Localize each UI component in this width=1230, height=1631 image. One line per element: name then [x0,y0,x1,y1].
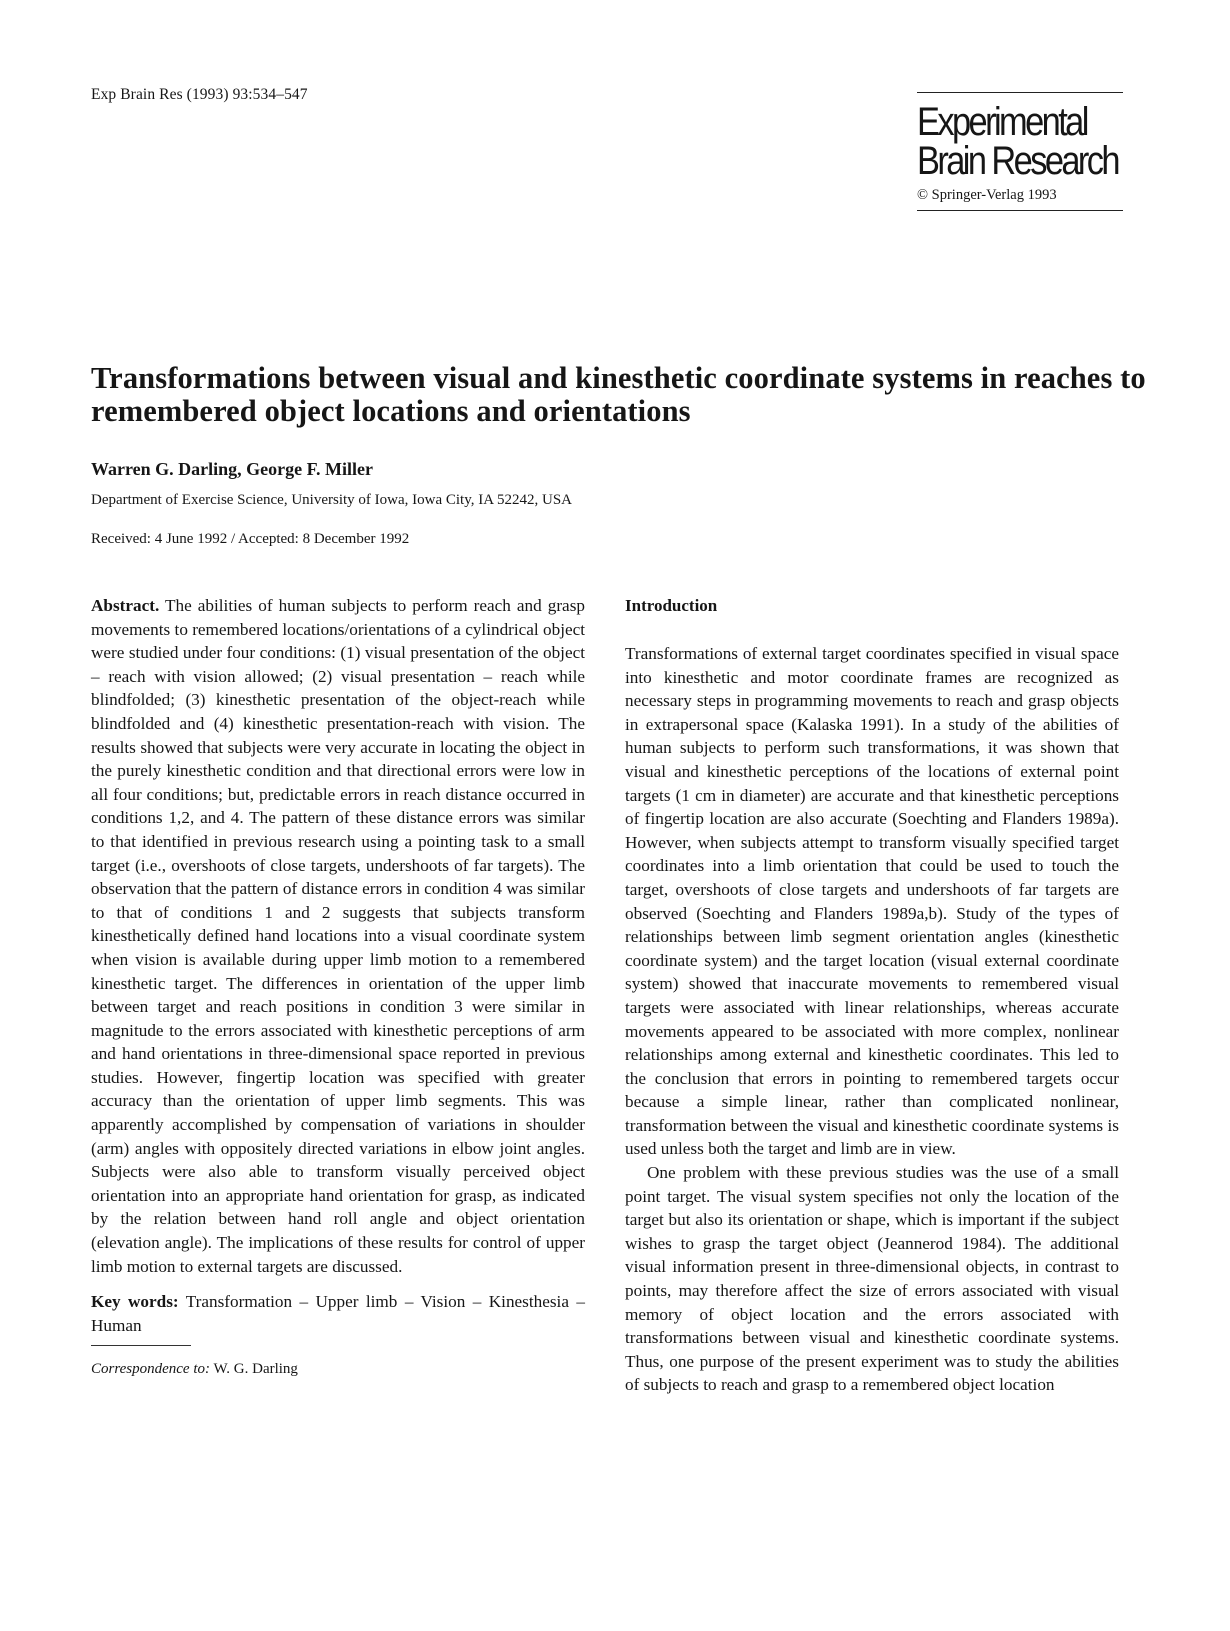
introduction-heading: Introduction [625,596,718,615]
masthead-top-rule [917,92,1123,93]
journal-name-line1: Experimental [917,100,1087,144]
correspondence-name: W. G. Darling [213,1361,298,1378]
article-authors: Warren G. Darling, George F. Miller [91,459,373,479]
left-column [91,594,585,1382]
article-title: Transformations between visual and kinesthetic coordinate systems in reaches to remembered object locations and orientations [91,361,1146,428]
journal-citation: Exp Brain Res (1993) 93:534–547 [91,86,308,103]
author-affiliation: Department of Exercise Science, University of Iowa, Iowa City, IA 52242, USA [91,492,572,508]
journal-copyright: © Springer-Verlag 1993 [917,187,1057,203]
journal-masthead [917,92,1123,211]
keywords-text: Transformation – Upper limb – Vision – Kinesthesia – Human [91,1292,585,1335]
received-dates: Received: 4 June 1992 / Accepted: 8 December 1992 [91,531,410,547]
correspondence-note [91,1358,585,1382]
keywords [91,1290,585,1337]
masthead-bottom-rule [917,210,1123,211]
journal-name [917,100,1118,183]
abstract [91,594,585,1278]
journal-name-line2: Brain Research [917,139,1118,183]
abstract-text: The abilities of human subjects to perform reach and grasp movements to remembered locations/orientations of a cylindrical object were studied under four conditions: (1) visual presentation of the object – reach with vision allowed; (2) visual presentation – reach while blindfolded; (3) kinesthetic presentation of the object-reach while blindfolded and (4) kinesthetic presentation-reach with vision. The results showed that subjects were very accurate in locating the object in the purely kinesthetic condition and that directional errors were low in all four conditions; but, predictable errors in reach distance occurred in conditions 1,2, and 4. The pattern of these distance errors was similar to that identified in previous research using a pointing task to a small target (i.e., overshoots of close targets, undershoots of far targets). The observation that the pattern of distance errors in condition 4 was similar to that of conditions 1 and 2 suggests that subjects transform kinesthetically defined hand locations into a visual coordinate system when vision is available during upper limb motion to a remembered kinesthetic target. The differences in orientation of the upper limb between target and reach positions in condition 3 were similar in magnitude to the errors associated with kinesthetic perceptions of arm and hand orientations in three-dimensional space reported in previous studies. However, fingertip location was specified with greater accuracy than the orientation of upper limb segments. This was apparently accomplished by compensation of variations in shoulder (arm) angles with oppositely directed variations in elbow joint angles. Subjects were also able to transform visually perceived object orientation into an appropriate hand orientation for grasp, as indicated by the relation between hand roll angle and object orientation (elevation angle). The implications of these results for control of upper limb motion to external targets are discussed. [91,596,586,1276]
keywords-label: Key words: [91,1292,179,1312]
abstract-label: Abstract. [91,596,160,615]
introduction-paragraph-1: Transformations of external target coordinates specified in visual space into kinesthetic and motor coordinate frames are recognized as necessary steps in programming movements to reach and grasp objects in extrapersonal space (Kalaska 1991). In a study of the abilities of human subjects to perform such transformations, it was shown that visual and kinesthetic perceptions of the locations of external point targets (1 cm in diameter) are accurate and that kinesthetic perceptions of fingertip location are also accurate (Soechting and Flanders 1989a). However, when subjects attempt to transform visually specified target coordinates into a limb orientation that could be used to touch the target, overshoots of close targets and undershoots of far targets are observed (Soechting and Flanders 1989a,b). Study of the types of relationships between limb segment orientation angles (kinesthetic coordinate system) and the target location (visual external coordinate system) showed that inaccurate movements to remembered visual targets were associated with linear relationships, whereas accurate movements appeared to be associated with more complex, nonlinear relationships among external and kinesthetic coordinates. This led to the conclusion that errors in pointing to remembered targets occur because a simple linear, rather than complicated nonlinear, transformation between the visual and kinesthetic coordinate systems is used unless both the target and limb are in view. [625,644,1119,1159]
introduction-paragraph-2: One problem with these previous studies was the use of a small point target. The visual system specifies not only the location of the target but also its orientation or shape, which is important if the subject wishes to grasp the target object (Jeannerod 1984). The additional visual information present in three-dimensional objects, in contrast to points, may therefore affect the size of errors associated with visual memory of object location and the errors associated with transformations between visual and kinesthetic coordinate systems. Thus, one purpose of the present experiment was to study the abilities of subjects to reach and grasp to a remembered object location [625,1163,1119,1395]
right-column [625,594,1119,1397]
correspondence-label: Correspondence to: [91,1361,211,1378]
footnote-rule [91,1345,191,1346]
